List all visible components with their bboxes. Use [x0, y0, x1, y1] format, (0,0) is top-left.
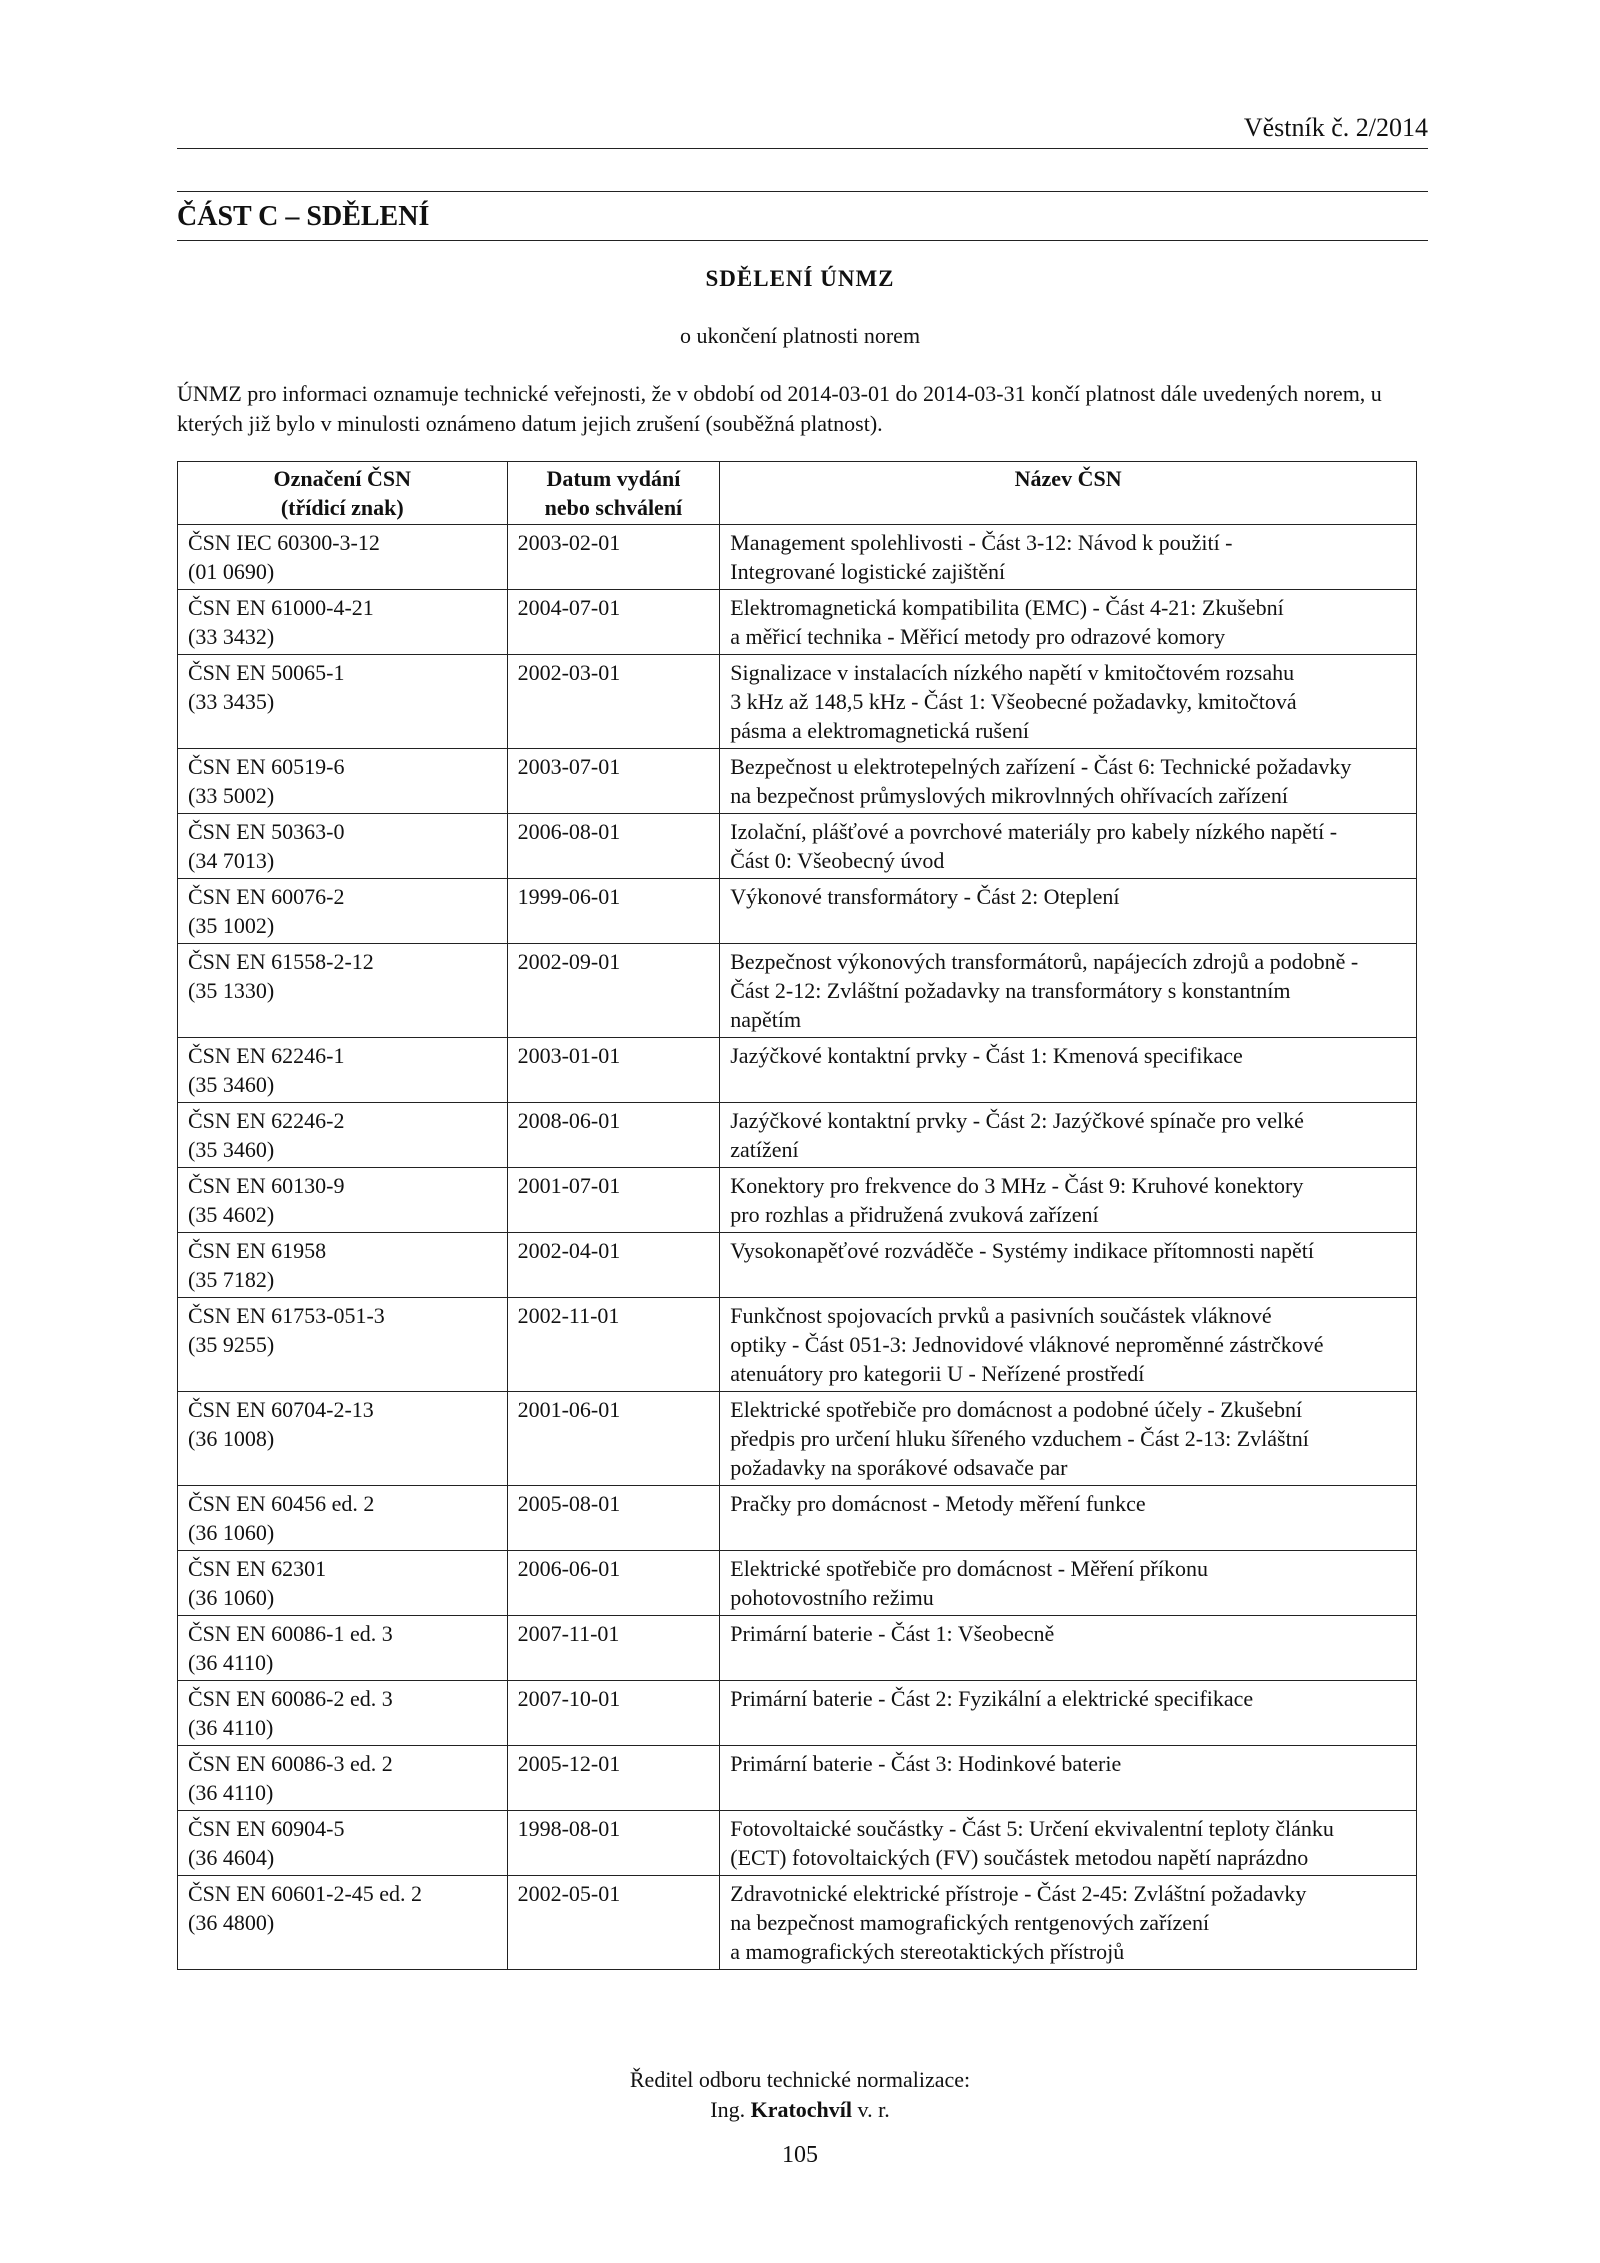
issue-date: 2008-06-01: [507, 1103, 720, 1168]
designation-cell: [178, 1038, 508, 1103]
standard-name-line: Bezpečnost u elektrotepelných zařízení - Část 6: Technické požadavky: [730, 754, 1352, 779]
notice-title: SDĚLENÍ ÚNMZ: [705, 266, 895, 291]
designation-cell: [178, 655, 508, 749]
standard-name-line: Funkčnost spojovacích prvků a pasivních součástek vláknové: [730, 1303, 1272, 1328]
standard-code: ČSN EN 60086-2 ed. 3: [188, 1686, 393, 1711]
header-designation: [178, 462, 508, 525]
standard-name-line: požadavky na sporákové odsavače par: [730, 1455, 1068, 1480]
table-row: [178, 1298, 1417, 1392]
standards-table: [177, 461, 1417, 1970]
standard-name-cell: [720, 1681, 1417, 1746]
table-row: [178, 944, 1417, 1038]
signature-role: Ředitel odboru technické normalizace:: [629, 2067, 971, 2092]
table-row: [178, 1233, 1417, 1298]
standard-name-line: Primární baterie - Část 2: Fyzikální a elektrické specifikace: [730, 1686, 1254, 1711]
designation-cell: [178, 1551, 508, 1616]
standard-name-line: pohotovostního režimu: [730, 1585, 934, 1610]
classification-code: (36 4110): [188, 1650, 274, 1675]
table-row: [178, 1551, 1417, 1616]
standard-name-line: Jazýčkové kontaktní prvky - Část 1: Kmenová specifikace: [730, 1043, 1243, 1068]
designation-cell: [178, 525, 508, 590]
standard-name-line: Integrované logistické zajištění: [730, 559, 1006, 584]
table-row: [178, 879, 1417, 944]
standard-code: ČSN EN 60704-2-13: [188, 1397, 374, 1422]
classification-code: (35 3460): [188, 1137, 275, 1162]
designation-cell: [178, 1168, 508, 1233]
standard-name-line: optiky - Část 051-3: Jednovidové vláknové neproměnné zástrčkové: [730, 1332, 1324, 1357]
designation-cell: [178, 944, 508, 1038]
standard-code: ČSN EN 60601-2-45 ed. 2: [188, 1881, 423, 1906]
table-row: [178, 525, 1417, 590]
classification-code: (35 9255): [188, 1332, 275, 1357]
standard-name-line: a mamografických stereotaktických přístrojů: [730, 1939, 1125, 1964]
issue-date: 1998-08-01: [507, 1811, 720, 1876]
standard-code: ČSN EN 60904-5: [188, 1816, 345, 1841]
standard-name-line: Elektromagnetická kompatibilita (EMC) - Část 4-21: Zkušební: [730, 595, 1284, 620]
signature-block: [0, 2065, 1600, 2125]
table-row: [178, 1103, 1417, 1168]
issue-date: 2006-06-01: [507, 1551, 720, 1616]
table-row: [178, 1876, 1417, 1970]
designation-cell: [178, 1486, 508, 1551]
issue-date: 2001-06-01: [507, 1392, 720, 1486]
header-designation-line1: Označení ČSN: [273, 466, 412, 491]
standard-name-line: Elektrické spotřebiče pro domácnost a podobné účely - Zkušební: [730, 1397, 1303, 1422]
signature-suffix: v. r.: [857, 2097, 890, 2122]
standard-name-line: a měřicí technika - Měřicí metody pro odrazové komory: [730, 624, 1226, 649]
standard-name-cell: [720, 1876, 1417, 1970]
signature-name: Kratochvíl: [750, 2097, 853, 2122]
classification-code: (33 3435): [188, 689, 275, 714]
standard-name-line: (ECT) fotovoltaických (FV) součástek metodou napětí naprázdno: [730, 1845, 1309, 1870]
header-rule: [177, 148, 1428, 149]
standard-code: ČSN EN 62246-2: [188, 1108, 345, 1133]
classification-code: (34 7013): [188, 848, 275, 873]
designation-cell: [178, 749, 508, 814]
standard-name-cell: [720, 879, 1417, 944]
standard-name-line: Část 2-12: Zvláštní požadavky na transformátory s konstantním: [730, 978, 1291, 1003]
standard-code: ČSN EN 61000-4-21: [188, 595, 374, 620]
standard-name-line: Výkonové transformátory - Část 2: Oteplení: [730, 884, 1120, 909]
standard-name-line: Elektrické spotřebiče pro domácnost - Měření příkonu: [730, 1556, 1208, 1581]
standard-name-line: zatížení: [730, 1137, 799, 1162]
standard-name-line: předpis pro určení hluku šířeného vzduchem - Část 2-13: Zvláštní: [730, 1426, 1309, 1451]
designation-cell: [178, 1811, 508, 1876]
classification-code: (36 4110): [188, 1780, 274, 1805]
standard-name-cell: [720, 944, 1417, 1038]
classification-code: (36 1060): [188, 1520, 275, 1545]
issue-date: 2002-05-01: [507, 1876, 720, 1970]
notice-subtitle: o ukončení platnosti norem: [679, 323, 921, 348]
table-row: [178, 1038, 1417, 1103]
issue-date: 2002-04-01: [507, 1233, 720, 1298]
table-row: [178, 1168, 1417, 1233]
standard-name-cell: [720, 1392, 1417, 1486]
designation-cell: [178, 1681, 508, 1746]
designation-cell: [178, 1746, 508, 1811]
standard-code: ČSN EN 50363-0: [188, 819, 345, 844]
signature-person: [0, 2095, 1600, 2125]
classification-code: (33 5002): [188, 783, 275, 808]
standard-name-line: na bezpečnost mamografických rentgenových zařízení: [730, 1910, 1210, 1935]
standard-name-cell: [720, 1298, 1417, 1392]
standard-name-cell: [720, 590, 1417, 655]
table-row: [178, 1681, 1417, 1746]
standard-code: ČSN EN 60086-1 ed. 3: [188, 1621, 393, 1646]
issue-date: 2002-11-01: [507, 1298, 720, 1392]
designation-cell: [178, 1616, 508, 1681]
standard-code: ČSN EN 60456 ed. 2: [188, 1491, 375, 1516]
signature-prefix: Ing.: [710, 2097, 746, 2122]
standard-name-cell: [720, 1746, 1417, 1811]
issue-date: 2005-08-01: [507, 1486, 720, 1551]
standard-name-line: Izolační, plášťové a povrchové materiály pro kabely nízkého napětí -: [730, 819, 1338, 844]
issue-date: 2003-07-01: [507, 749, 720, 814]
standard-code: ČSN EN 62246-1: [188, 1043, 345, 1068]
standard-code: ČSN EN 61558-2-12: [188, 949, 374, 974]
standard-name-line: pásma a elektromagnetická rušení: [730, 718, 1029, 743]
issue-date: 2003-02-01: [507, 525, 720, 590]
designation-cell: [178, 590, 508, 655]
classification-code: (35 1002): [188, 913, 275, 938]
table-row: [178, 1616, 1417, 1681]
standard-name-line: Jazýčkové kontaktní prvky - Část 2: Jazýčkové spínače pro velké: [730, 1108, 1304, 1133]
designation-cell: [178, 1392, 508, 1486]
section-top-rule: [177, 191, 1428, 192]
standard-name-line: pro rozhlas a přidružená zvuková zařízení: [730, 1202, 1099, 1227]
issue-date: 2005-12-01: [507, 1746, 720, 1811]
table-row: [178, 1811, 1417, 1876]
table-row: [178, 1486, 1417, 1551]
designation-cell: [178, 1876, 508, 1970]
standard-name-cell: [720, 1103, 1417, 1168]
standard-name-line: Primární baterie - Část 3: Hodinkové baterie: [730, 1751, 1122, 1776]
classification-code: (33 3432): [188, 624, 275, 649]
classification-code: (35 1330): [188, 978, 275, 1003]
standard-code: ČSN EN 60130-9: [188, 1173, 345, 1198]
standard-name-cell: [720, 1616, 1417, 1681]
classification-code: (36 4110): [188, 1715, 274, 1740]
standard-name-line: Fotovoltaické součástky - Část 5: Určení ekvivalentní teploty článku: [730, 1816, 1334, 1841]
classification-code: (35 7182): [188, 1267, 275, 1292]
designation-cell: [178, 814, 508, 879]
page-number: 105: [782, 2142, 818, 2168]
standard-name-line: Signalizace v instalacích nízkého napětí v kmitočtovém rozsahu: [730, 660, 1295, 685]
header-name: Název ČSN: [720, 462, 1417, 525]
header-date-line2: nebo schválení: [544, 495, 683, 520]
standard-name-line: na bezpečnost průmyslových mikrovlnných ohřívacích zařízení: [730, 783, 1289, 808]
standard-name-line: napětím: [730, 1007, 802, 1032]
standard-code: ČSN EN 50065-1: [188, 660, 345, 685]
standard-name-line: atenuátory pro kategorii U - Neřízené prostředí: [730, 1361, 1145, 1386]
publication-header: Věstník č. 2/2014: [1243, 113, 1428, 142]
designation-cell: [178, 1103, 508, 1168]
standard-name-line: Pračky pro domácnost - Metody měření funkce: [730, 1491, 1146, 1516]
header-designation-line2: (třídicí znak): [280, 495, 404, 520]
classification-code: (01 0690): [188, 559, 275, 584]
standard-name-cell: [720, 655, 1417, 749]
issue-date: 2001-07-01: [507, 1168, 720, 1233]
issue-date: 2004-07-01: [507, 590, 720, 655]
classification-code: (36 4604): [188, 1845, 275, 1870]
classification-code: (36 1008): [188, 1426, 275, 1451]
table-header-row: [178, 462, 1417, 525]
notice-intro: ÚNMZ pro informaci oznamuje technické veřejnosti, že v období od 2014-03-01 do 2014-03-31 končí platnost dále uvedených norem, u kterých již bylo v minulosti oznámeno datum jejich zrušení (souběžná platnost).: [177, 381, 1382, 436]
table-row: [178, 590, 1417, 655]
issue-date: 2003-01-01: [507, 1038, 720, 1103]
section-title: ČÁST C – SDĚLENÍ: [177, 201, 430, 232]
standard-name-cell: [720, 1551, 1417, 1616]
standard-code: ČSN EN 61753-051-3: [188, 1303, 385, 1328]
designation-cell: [178, 879, 508, 944]
standard-name-line: Zdravotnické elektrické přístroje - Část 2-45: Zvláštní požadavky: [730, 1881, 1307, 1906]
standard-name-line: Management spolehlivosti - Část 3-12: Návod k použití -: [730, 530, 1233, 555]
standard-name-line: Bezpečnost výkonových transformátorů, napájecích zdrojů a podobně -: [730, 949, 1359, 974]
designation-cell: [178, 1298, 508, 1392]
standard-name-cell: [720, 1233, 1417, 1298]
table-row: [178, 814, 1417, 879]
classification-code: (35 3460): [188, 1072, 275, 1097]
standard-code: ČSN EN 60076-2: [188, 884, 345, 909]
standard-code: ČSN EN 62301: [188, 1556, 327, 1581]
standard-name-line: Část 0: Všeobecný úvod: [730, 848, 945, 873]
standard-name-cell: [720, 1811, 1417, 1876]
classification-code: (35 4602): [188, 1202, 275, 1227]
designation-cell: [178, 1233, 508, 1298]
classification-code: (36 4800): [188, 1910, 275, 1935]
section-bottom-rule: [177, 240, 1428, 241]
standard-name-cell: [720, 749, 1417, 814]
issue-date: 1999-06-01: [507, 879, 720, 944]
standard-name-cell: [720, 814, 1417, 879]
standard-name-cell: [720, 1038, 1417, 1103]
standard-name-line: 3 kHz až 148,5 kHz - Část 1: Všeobecné požadavky, kmitočtová: [730, 689, 1297, 714]
standard-name-cell: [720, 1168, 1417, 1233]
table-row: [178, 1392, 1417, 1486]
table-row: [178, 1746, 1417, 1811]
standard-name-cell: [720, 525, 1417, 590]
classification-code: (36 1060): [188, 1585, 275, 1610]
table-row: [178, 655, 1417, 749]
standard-name-line: Vysokonapěťové rozváděče - Systémy indikace přítomnosti napětí: [730, 1238, 1314, 1263]
issue-date: 2007-11-01: [507, 1616, 720, 1681]
standard-name-line: Primární baterie - Část 1: Všeobecně: [730, 1621, 1055, 1646]
header-date-line1: Datum vydání: [546, 466, 681, 491]
standard-name-cell: [720, 1486, 1417, 1551]
issue-date: 2002-03-01: [507, 655, 720, 749]
table-row: [178, 749, 1417, 814]
standard-name-line: Konektory pro frekvence do 3 MHz - Část 9: Kruhové konektory: [730, 1173, 1304, 1198]
header-date: [507, 462, 720, 525]
issue-date: 2002-09-01: [507, 944, 720, 1038]
standard-code: ČSN EN 60086-3 ed. 2: [188, 1751, 393, 1776]
standard-code: ČSN EN 61958: [188, 1238, 327, 1263]
issue-date: 2006-08-01: [507, 814, 720, 879]
standard-code: ČSN EN 60519-6: [188, 754, 345, 779]
standard-code: ČSN IEC 60300-3-12: [188, 530, 380, 555]
issue-date: 2007-10-01: [507, 1681, 720, 1746]
